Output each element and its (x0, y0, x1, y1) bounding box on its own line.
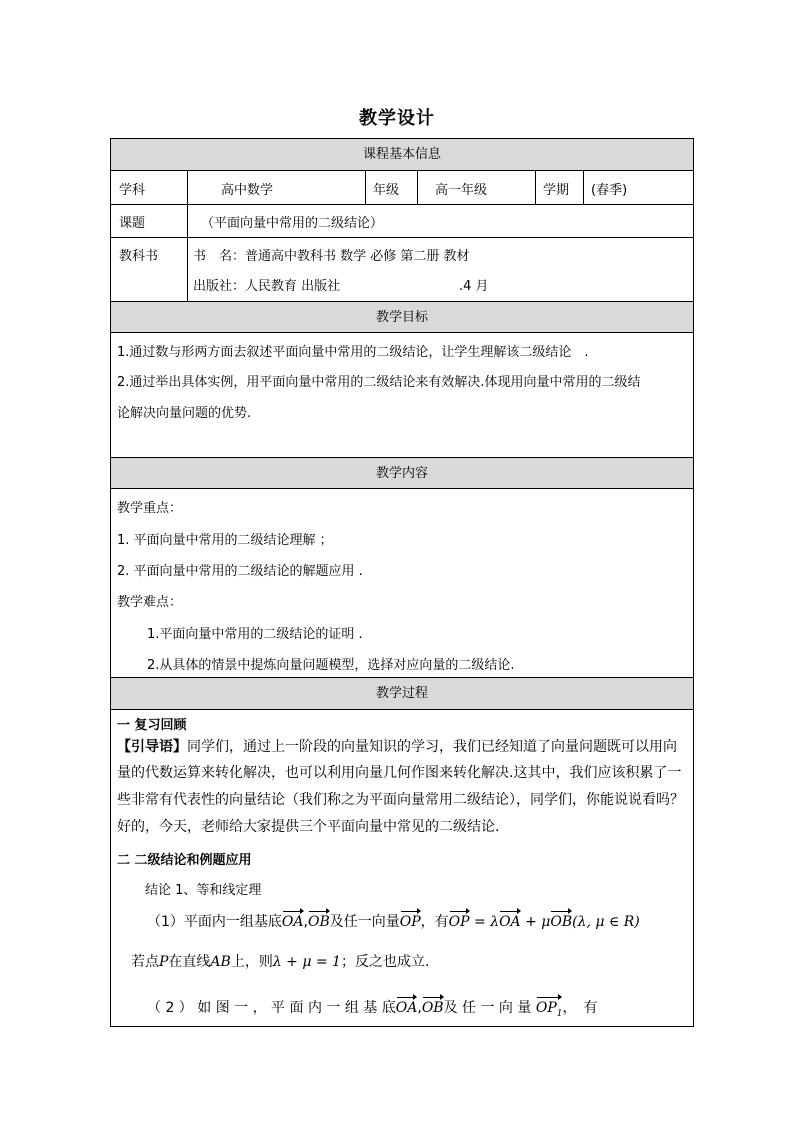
objective-item-2-line-2: 论解决向量问题的优势. (117, 406, 252, 421)
mu-symbol: μ (541, 914, 551, 930)
intro-line-2: 量的代数运算来转化解决，也可以利用向量几何作图来转化解决.这其中，我们应该积累了一 (117, 765, 682, 781)
course-info-header-text: 课程基本信息 (362, 147, 441, 162)
comma: , (303, 914, 308, 930)
difficulty-1: 1.平面向量中常用的二级结论的证明 . (147, 627, 363, 642)
key-point-1: 1. 平面向量中常用的二级结论理解 ； (117, 533, 333, 548)
conclusion-1-item-1 (147, 911, 640, 931)
plus-sign: + (520, 914, 542, 930)
c1-item2-mid: 及 任 一 向 量 (443, 1000, 532, 1016)
topic-label: 课题 (119, 216, 146, 231)
c1-line2-suffix: ；反之也成立. (340, 954, 430, 970)
col-divider-term-value (583, 171, 584, 204)
process-header (111, 677, 693, 710)
section-conclusions-title: 二 二级结论和例题应用 (117, 853, 252, 868)
intro-text: 同学们，通过上一阶段的向量知识的学习，我们已经知道了向量问题既可以用向 (187, 739, 677, 755)
process-header-text: 教学过程 (375, 686, 428, 701)
col-divider-grade-value (417, 171, 418, 204)
term-value: (春季) (591, 183, 628, 198)
difficulty-label: 教学难点： (117, 595, 183, 610)
vector-op-eq: OP (449, 911, 470, 930)
objective-item-2-line-1: 2.通过举出具体实例，用平面向量中常用的二级结论来有效解决.体现用向量中常用的二级结 (117, 375, 641, 390)
key-point-2: 2. 平面向量中常用的二级结论的解题应用 . (117, 564, 363, 579)
vector-op: OP (400, 911, 421, 930)
textbook-label: 教科书 (119, 249, 159, 264)
intro-line-4: 好的，今天，老师给大家提供三个平面向量中常见的二级结论. (117, 819, 500, 835)
subject-label: 学科 (119, 183, 146, 198)
objectives-header-text: 教学目标 (375, 310, 428, 325)
difficulty-2: 2.从具体的情景中提炼向量问题模型，选择对应向量的二级结论. (147, 658, 515, 673)
point-p: P (159, 954, 169, 970)
comma: , (417, 1000, 422, 1016)
section-review-title: 一 复习回顾 (117, 718, 187, 733)
vector-ob-2: OB (422, 997, 444, 1016)
subscript-1: 1 (556, 1008, 563, 1019)
row-divider (111, 237, 693, 238)
c1-item2-suffix: ， 有 (562, 1000, 598, 1016)
vector-oa-2: OA (396, 997, 418, 1016)
content-header (111, 457, 693, 489)
c1-line2-mid2: 上，则 (230, 954, 273, 970)
c1-line2-mid1: 在直线 (168, 954, 211, 970)
c1-item1-prefix: （1）平面内一组基底 (147, 914, 282, 930)
grade-label: 年级 (373, 183, 400, 198)
vector-ob: OB (308, 911, 330, 930)
col-divider-term (535, 171, 536, 204)
col-divider-grade (365, 171, 366, 204)
objectives-header (111, 301, 693, 333)
c1-item2-prefix: （ 2 ） 如 图 一 ， 平 面 内 一 组 基 底 (147, 1000, 396, 1016)
term-label: 学期 (543, 183, 570, 198)
topic-value: （平面向量中常用的二级结论） (201, 216, 384, 231)
course-info-header (111, 139, 693, 171)
row-divider (111, 204, 693, 205)
page-title: 教学设计 (359, 108, 435, 129)
intro-line-1 (117, 736, 677, 756)
vector-op1 (536, 997, 563, 1019)
vector-oa-eq: OA (499, 911, 521, 930)
content-header-text: 教学内容 (375, 466, 428, 481)
textbook-date: .4 月 (459, 279, 489, 294)
lesson-plan-table (110, 138, 694, 1027)
c1-item1-has: ，有 (420, 914, 449, 930)
subject-value: 高中数学 (221, 183, 274, 198)
conclusion-1-item-2 (147, 997, 597, 1019)
vector-op1-text: OP (535, 1000, 557, 1016)
objective-item-1: 1.通过数与形两方面去叙述平面向量中常用的二级结论，让学生理解该二级结论 . (117, 345, 589, 360)
intro-line-3: 些非常有代表性的向量结论（我们称之为平面向量常用二级结论），同学们，你能说说看吗？ (117, 792, 684, 808)
lambda-symbol: λ (490, 914, 500, 930)
textbook-publisher: 出版社：人民教育 出版社 (193, 279, 341, 294)
textbook-name: 书 名：普通高中教科书 数学 必修 第二册 教材 (193, 249, 470, 264)
line-ab: AB (210, 954, 231, 970)
real-domain: (λ, μ ∈ R) (572, 914, 640, 930)
c1-item1-mid: 及任一向量 (329, 914, 400, 930)
grade-value: 高一年级 (435, 183, 488, 198)
vector-ob-eq: OB (550, 911, 572, 930)
conclusion-1-title: 结论 1、等和线定理 (145, 883, 262, 898)
lambda-mu-equation: λ + μ = 1 (272, 954, 341, 970)
conclusion-1-line-2 (131, 951, 429, 971)
equals-sign: = (469, 914, 491, 930)
c1-line2-prefix: 若点 (131, 954, 159, 970)
key-points-label: 教学重点： (117, 501, 183, 516)
vector-oa: OA (282, 911, 304, 930)
intro-label: 【引导语】 (117, 739, 187, 755)
